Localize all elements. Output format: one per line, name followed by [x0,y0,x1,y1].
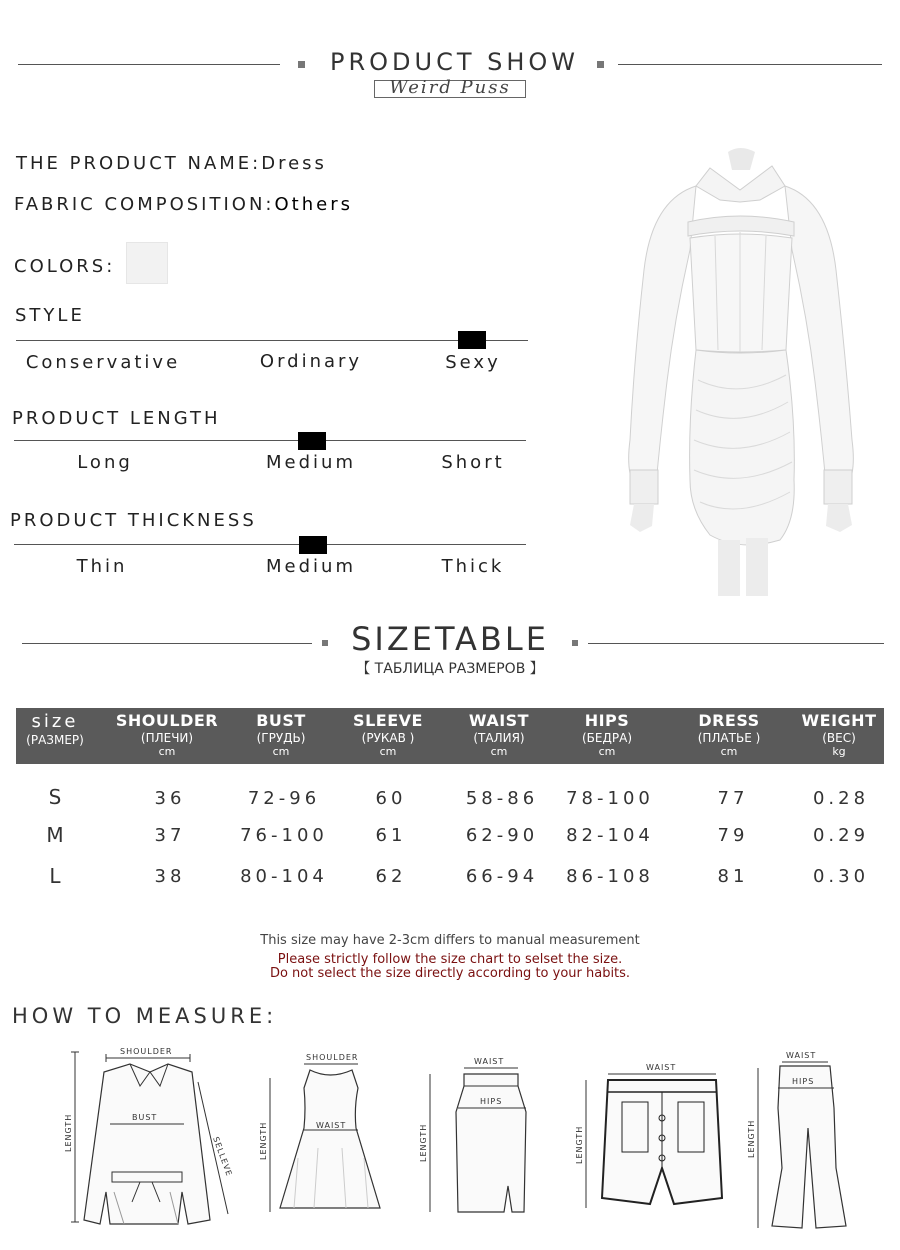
header-bullet-right [597,61,604,68]
shorts-length-label: LENGTH [575,1125,584,1164]
col-bust: BUST (ГРУДЬ) cm [256,711,306,758]
size-table-header [16,708,884,764]
header-bullet-left [298,61,305,68]
dress-shoulder-label: SHOULDER [306,1053,359,1062]
table-cell: 36 [154,788,186,809]
note-habits: Do not select the size directly according to your habits. [269,966,631,981]
col-waist: WAIST (ТАЛИЯ) cm [468,711,530,758]
table-cell: 80-104 [240,866,328,887]
table-cell: 61 [375,825,407,846]
thickness-title: PRODUCT THICKNESS [10,510,257,531]
size-label: L [49,864,61,888]
table-cell: 60 [375,788,407,809]
note-measurement: This size may have 2-3cm differs to manual measurement [260,933,640,948]
fabric-label: FABRIC COMPOSITION: [14,194,275,215]
table-cell: 62-90 [465,825,539,846]
pants-measure-figure [742,1048,872,1238]
color-swatch-white[interactable] [126,242,168,284]
length-option-short: Short [441,452,505,473]
skirt-length-label: LENGTH [419,1123,428,1162]
table-cell: 38 [154,866,186,887]
fabric-value: Others [274,194,353,215]
dress-length-label: LENGTH [259,1121,268,1160]
col-weight: WEIGHT (ВЕС) kg [801,711,877,758]
table-cell: 82-104 [566,825,654,846]
style-option-sexy: Sexy [445,352,501,373]
col-size: size (РАЗМЕР) [26,711,84,747]
skirt-hips-label: HIPS [480,1097,503,1106]
dress-measure-figure [258,1048,388,1218]
style-option-conservative: Conservative [25,352,181,373]
how-to-measure-title: HOW TO MEASURE: [12,1004,278,1028]
table-cell: 81 [717,866,749,887]
size-label: M [46,823,64,847]
table-cell: 0.29 [812,825,870,846]
thickness-option-medium: Medium [266,556,356,577]
bust-label: BUST [132,1113,158,1122]
skirt-waist-label: WAIST [474,1057,505,1066]
table-cell: 58-86 [465,788,539,809]
pants-hips-label: HIPS [792,1077,815,1086]
col-hips: HIPS (БЕДРА) cm [582,711,632,758]
length-title: PRODUCT LENGTH [12,408,221,429]
length-label: LENGTH [64,1113,73,1152]
fabric-row [14,194,353,215]
header-rule-left [18,64,280,65]
sizetable-subtitle: 【 ТАБЛИЦА РАЗМЕРОВ 】 [356,661,544,677]
shorts-measure-figure [566,1058,726,1218]
thickness-option-thin: Thin [76,556,128,577]
length-option-long: Long [77,452,133,473]
table-cell: 0.30 [812,866,870,887]
table-cell: 77 [717,788,749,809]
length-option-medium: Medium [266,452,356,473]
table-cell: 66-94 [465,866,539,887]
thickness-scale-line [14,544,526,545]
product-photo [590,140,890,600]
shoulder-label: SHOULDER [120,1047,173,1056]
pants-waist-label: WAIST [786,1051,817,1060]
sizetable-rule-left [22,643,312,644]
header-rule-right [618,64,882,65]
thickness-marker [299,536,327,554]
style-option-ordinary: Ordinary [259,351,363,372]
thickness-option-thick: Thick [441,556,505,577]
skirt-measure-figure [408,1052,538,1222]
table-cell: 72-96 [247,788,321,809]
table-cell: 37 [154,825,186,846]
table-cell: 86-108 [566,866,654,887]
jacket-measure-figure [60,1042,240,1232]
sizetable-bullet-left [322,640,328,646]
pants-length-label: LENGTH [747,1119,756,1158]
col-sleeve: SLEEVE (РУКАВ ) cm [353,711,423,758]
table-cell: 76-100 [240,825,328,846]
size-label: S [48,785,62,809]
sleeve-label: SELLEVE [211,1135,234,1178]
sizetable-bullet-right [572,640,578,646]
table-cell: 62 [375,866,407,887]
page-title: PRODUCT SHOW [330,48,580,76]
sizetable-title: SIZETABLE [351,620,549,658]
product-name-value: Dress [261,153,327,174]
colors-label: COLORS: [14,256,116,277]
table-cell: 0.28 [812,788,870,809]
note-follow-chart: Please strictly follow the size chart to selset the size. [277,952,623,967]
col-shoulder: SHOULDER (ПЛЕЧИ) cm [115,711,219,758]
dress-waist-label: WAIST [316,1121,347,1130]
product-name-row [16,153,327,174]
shorts-waist-label: WAIST [646,1063,677,1072]
style-marker [458,331,486,349]
table-cell: 78-100 [566,788,654,809]
sizetable-rule-right [588,643,884,644]
brand-name: Weird Puss [389,77,511,98]
length-marker [298,432,326,450]
style-title: STYLE [15,305,85,326]
table-cell: 79 [717,825,749,846]
col-dress: DRESS (ПЛАТЬЕ ) cm [697,711,761,758]
product-name-label: THE PRODUCT NAME: [16,153,262,174]
length-scale-line [14,440,526,441]
style-scale-line [16,340,528,341]
